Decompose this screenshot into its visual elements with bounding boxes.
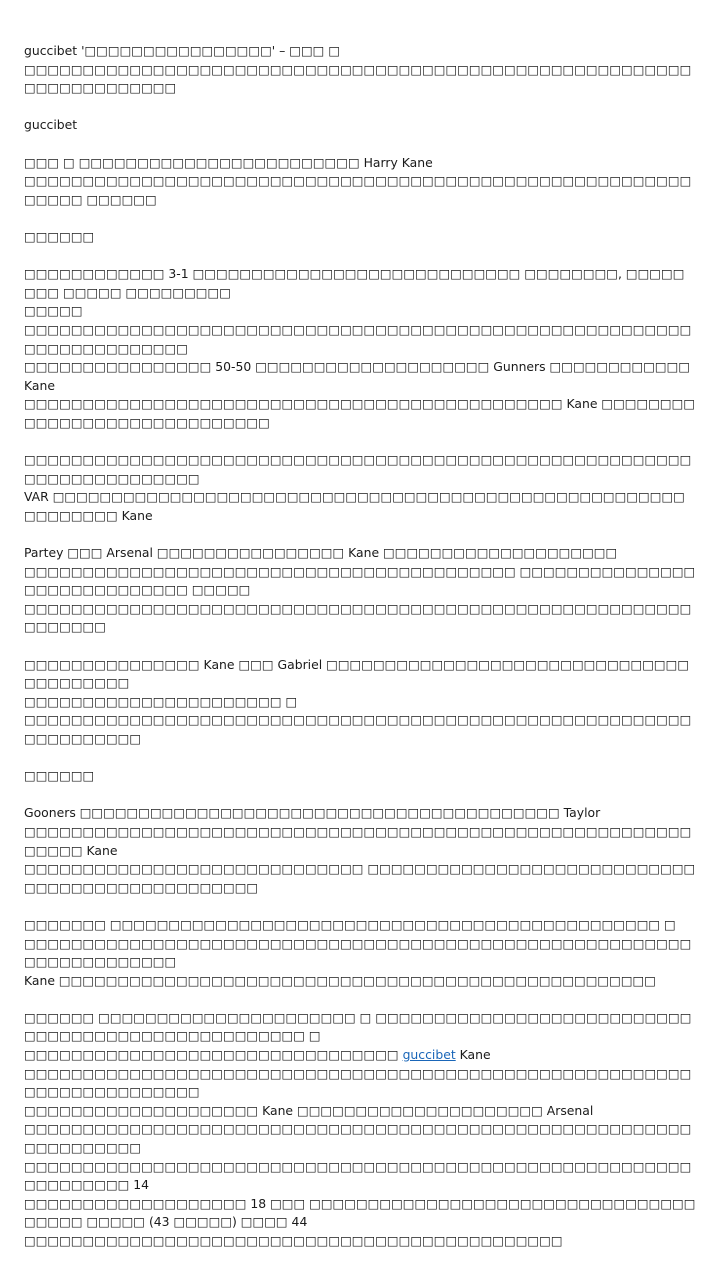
paragraph: □□□□□□□□□□□□ 3-1 □□□□□□□□□□□□□□□□□□□□□□□□□□□□ □□□□□□□□, □□□□□□□□ □□□□□ □□□□□□□□□ □□□□□ □□□□□□□□□□□□□□□□□□□□□□□□□□□□□□□□□□□□□□□□□□□□□□□□□□□□□□□□□□□□□□□□□□□□□□□ □□□□□□□□□□□□□□□□ 50-50 □□□□□□□□□□□□□□□□□□□□ Gunners □□□□□□□□□□□□ Kane □□□□□□□□□□□□□□□□□□□□□□□□□□□□□□□□□□□□□□□□□□□□□□ Kane □□□□□□□□□□□□□□□□□□□□□□□□□□□□□ xyxy=(24,266,696,430)
section-heading: □□□□□□ xyxy=(24,768,95,784)
paragraph: Gooners □□□□□□□□□□□□□□□□□□□□□□□□□□□□□□□□□□□□□□□□□ Taylor □□□□□□□□□□□□□□□□□□□□□□□□□□□□□□□□□□□□□□□□□□□□□□□□□□□□□□□□□□□□□□ Kane □□□□□□□□□□□□□□□□□□□□□□□□□□□□□ □□□□□□□□□□□□□□□□□□□□□□□□□□□□□□□□□□□□□□□□□□□□□□□□ xyxy=(24,805,696,895)
paragraph-with-link xyxy=(24,1009,696,1251)
paragraph-text: □□□□□□ □□□□□□□□□□□□□□□□□□□□□□ □ □□□□□□□□□□□□□□□□□□□□□□□□□□□□□□□□□□□□□□□□□□□□□□□□□□□ □ □□□□□□□□□□□□□□□□□□□□□□□□□□□□□□□□ xyxy=(24,1009,692,1063)
paragraph: □□□□□□□ □□□□□□□□□□□□□□□□□□□□□□□□□□□□□□□□□□□□□□□□□□□□□□□ □ □□□□□□□□□□□□□□□□□□□□□□□□□□□□□□□□□□□□□□□□□□□□□□□□□□□□□□□□□□□□□□□□□□□□□□ Kane □□□□□□□□□□□□□□□□□□□□□□□□□□□□□□□□□□□□□□□□□□□□□□□□□□□ xyxy=(24,916,692,988)
paragraph: □□□□□□□□□□□□□□□□□□□□□□□□□□□□□□□□□□□□□□□□□□□□□□□□□□□□□□□□□□□□□□□□□□□□□□□□ VAR □□□□□□□□□□□□□□□□□□□□□□□□□□□□□□□□□□□□□□□□□□□□□□□□□□□□□□□□□□□□□□ Kane xyxy=(24,452,692,523)
guccibet-link[interactable]: guccibet xyxy=(402,1047,456,1063)
section-heading: □□□□□□ xyxy=(24,228,95,244)
paragraph: Partey □□□ Arsenal □□□□□□□□□□□□□□□□ Kane □□□□□□□□□□□□□□□□□□□□ □□□□□□□□□□□□□□□□□□□□□□□□□□□□□□□□□□□□□□□□□□ □□□□□□□□□□□□□□□□□□□□□□□□□□□□□ □□□□□ □□□□□□□□□□□□□□□□□□□□□□□□□□□□□□□□□□□□□□□□□□□□□□□□□□□□□□□□□□□□□□□□ xyxy=(24,545,696,635)
brand-name: guccibet xyxy=(24,117,78,133)
paragraph-text: Kane □□□□□□□□□□□□□□□□□□□□□□□□□□□□□□□□□□□□□□□□□□□□□□□□□□□□□□□□□□□□□□□□□□□□□□□□ □□□□□□□□□□□□□□□□□□□□ Kane □□□□□□□□□□□□□□□□□□□□□ Arsenal □□□□□□□□□□□□□□□□□□□□□□□□□□□□□□□□□□□□□□□□□□□□□□□□□□□□□□□□□□□□□□□□□□□ □□□□□□□□□□□□□□□□□□□□□□□□□□□□□□□□□□□□□□□□□□□□□□□□□□□□□□□□□□□□□□□□□□ 14 □□□□□□□□□□□□□□□□□□□ 18 □□□ □□□□□□□□□□□□□□□□□□□□□□□□□□□□□□□□□□□□□□ □□□□□ (43 □□□□□) □□□□ 44 □□□□□□□□□□□□□□□□□□□□□□□□□□□□□□□□□□□□□□□□□□□□□□ xyxy=(24,1047,696,1248)
lead-paragraph: □□□ □ □□□□□□□□□□□□□□□□□□□□□□□□ Harry Kane □□□□□□□□□□□□□□□□□□□□□□□□□□□□□□□□□□□□□□□□□□□□□□□□□□□□□□□□□□□□□□ □□□□□□ xyxy=(24,154,692,207)
article-title-continuation: □□□□□□□□□□□□□□□□□□□□□□□□□□□□□□□□□□□□□□□□□□□□□□□□□□□□□□□□□□□□□□□□□□□□□□ xyxy=(24,61,692,96)
paragraph: □□□□□□□□□□□□□□□ Kane □□□ Gabriel □□□□□□□□□□□□□□□□□□□□□□□□□□□□□□□□□□□□□□□□ □□□□□□□□□□□□□□□□□□□□□□ □ □□□□□□□□□□□□□□□□□□□□□□□□□□□□□□□□□□□□□□□□□□□□□□□□□□□□□□□□□□□□□□□□□□□ xyxy=(24,656,692,746)
article-title-line: guccibet '□□□□□□□□□□□□□□□□' – □□□ □ xyxy=(24,43,341,58)
article-title xyxy=(24,42,696,98)
article xyxy=(24,42,696,1269)
